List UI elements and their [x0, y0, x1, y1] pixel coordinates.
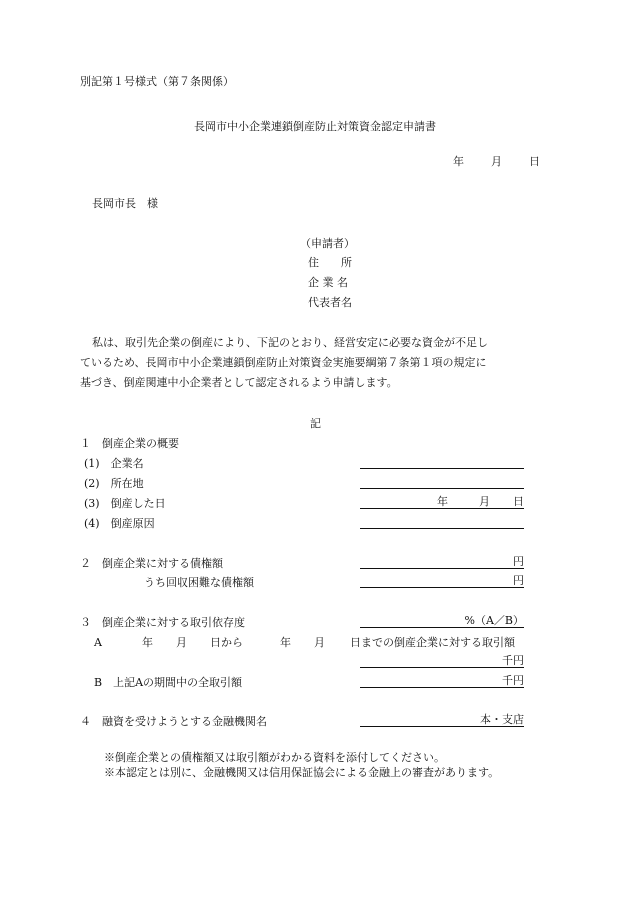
date-day: 日: [529, 155, 540, 168]
section3-title: ３ 倒産企業に対する取引依存度: [80, 616, 245, 629]
cause-field: [360, 515, 524, 529]
date-month: 月: [491, 155, 502, 168]
applicant-heading: （申請者）: [300, 237, 355, 250]
document-title: 長岡市中小企業連鎖倒産防止対策資金認定申請書: [194, 120, 436, 133]
applicant-company-label: 企 業 名: [308, 276, 348, 289]
bankruptcy-month-unit: 月: [479, 495, 490, 508]
section3-a-label: A: [94, 636, 102, 649]
body-line-2: ているため、長岡市中小企業連鎖倒産防止対策資金実施要綱第７条第１項の規定に: [80, 356, 487, 369]
form-label: 別記第１号様式（第７条関係）: [80, 75, 234, 88]
section3-a-amount-field: [360, 654, 524, 668]
section3-b-amount-field: [360, 674, 524, 688]
section3-a-month2: 月: [314, 636, 325, 649]
section2-sub: うち回収困難な債権額: [144, 576, 254, 589]
section3-a-year2: 年: [280, 636, 291, 649]
company-name-field: [360, 455, 524, 469]
location-field: [360, 475, 524, 489]
bankruptcy-year-unit: 年: [437, 495, 448, 508]
section3-b-label: B 上記Aの期間中の全取引額: [94, 676, 243, 689]
bankruptcy-date-field: [360, 495, 524, 509]
financial-institution-unit: 本・支店: [480, 713, 524, 726]
section1-item-company: (1) 企業名: [84, 457, 144, 470]
section2-title: ２ 倒産企業に対する債権額: [80, 557, 223, 570]
claim-amount-unit: 円: [513, 555, 524, 568]
section1-item-date: (3) 倒産した日: [84, 497, 166, 510]
section1-item-location: (2) 所在地: [84, 477, 144, 490]
body-line-1: 私は、取引先企業の倒産により、下記のとおり、経営安定に必要な資金が不足し: [92, 336, 488, 349]
section3-a-from: 日から: [210, 636, 243, 649]
section3-a-until: 日までの倒産企業に対する取引額: [350, 636, 515, 649]
note-2: ※本認定とは別に、金融機関又は信用保証協会による金融上の審査があります。: [104, 766, 500, 779]
uncollectible-amount-field: [360, 574, 524, 588]
ki-heading: 記: [310, 417, 321, 430]
addressee: 長岡市長 様: [92, 197, 158, 210]
date-year: 年: [453, 155, 464, 168]
applicant-representative-label: 代表者名: [308, 296, 352, 309]
section3-a-month1: 月: [176, 636, 187, 649]
section3-b-amount-unit: 千円: [502, 674, 524, 687]
dependency-ratio-field: [360, 614, 524, 628]
body-line-3: 基づき、倒産関連中小企業者として認定されるよう申請します。: [80, 376, 398, 389]
bankruptcy-day-unit: 日: [513, 495, 524, 508]
note-1: ※倒産企業との債権額又は取引額がわかる資料を添付してください。: [104, 751, 445, 764]
uncollectible-amount-unit: 円: [513, 574, 524, 587]
financial-institution-field: [360, 713, 524, 727]
section3-a-amount-unit: 千円: [502, 654, 524, 667]
claim-amount-field: [360, 555, 524, 569]
applicant-address-label: 住 所: [308, 256, 352, 269]
section4-title: ４ 融資を受けようとする金融機関名: [80, 715, 267, 728]
dependency-ratio-unit: %（A／B）: [464, 614, 524, 627]
section1-title: １ 倒産企業の概要: [80, 437, 179, 450]
section3-a-year1: 年: [142, 636, 153, 649]
section1-item-cause: (4) 倒産原因: [84, 517, 155, 530]
